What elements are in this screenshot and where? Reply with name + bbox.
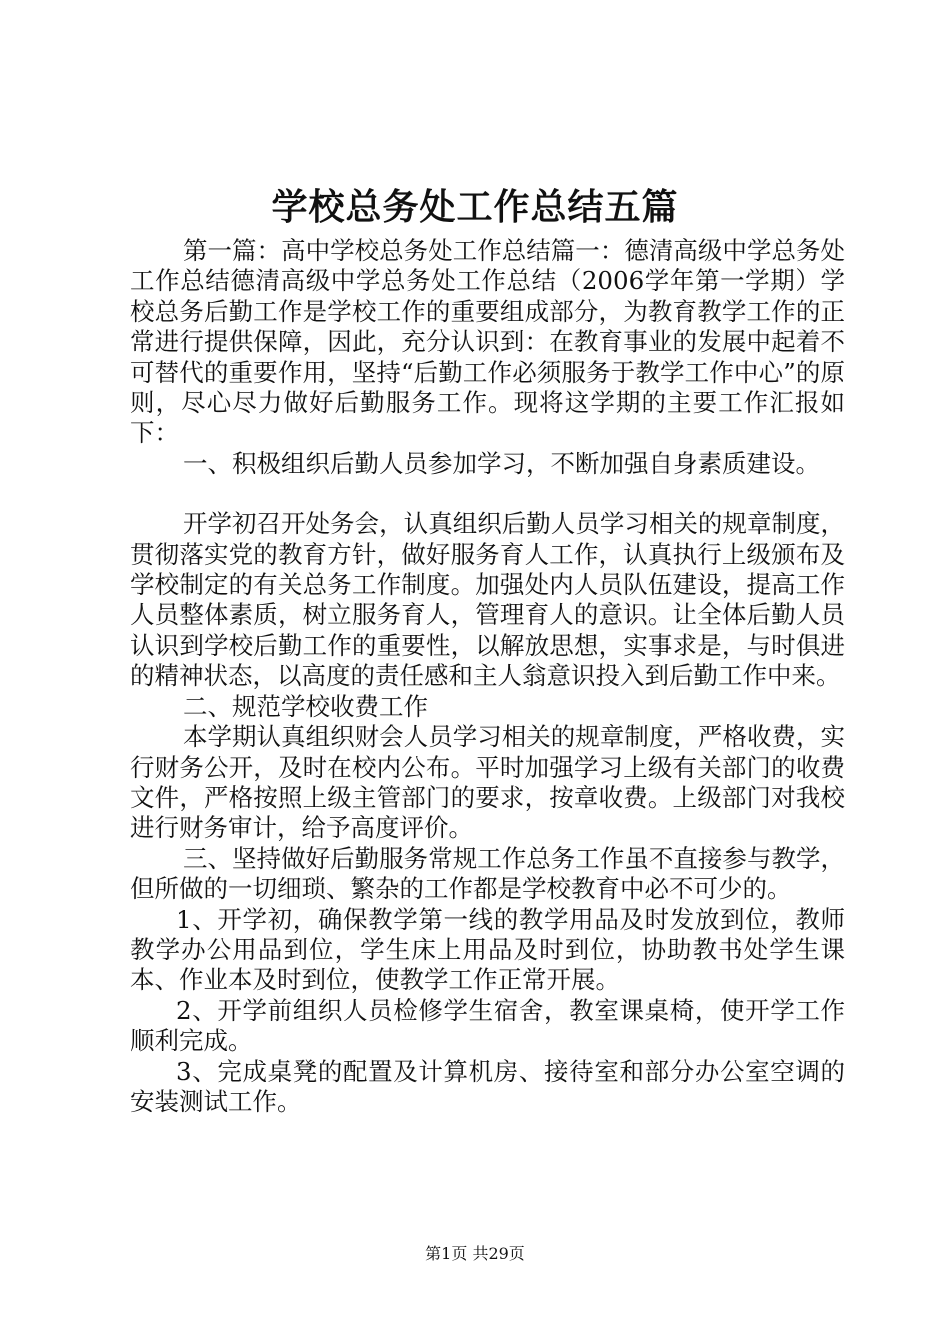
paragraph-spacer [130, 479, 845, 509]
list-item-1: 1、开学初，确保教学第一线的教学用品及时发放到位，教师教学办公用品到位，学生床上用品及时到位，协助教书处学生课本、作业本及时到位，使教学工作正常开展。 [130, 904, 845, 995]
paragraph-intro: 第一篇：高中学校总务处工作总结篇一：德清高级中学总务处工作总结德清高级中学总务处工作总结（2006学年第一学期）学校总务后勤工作是学校工作的重要组成部分，为教育教学工作的正常进行提供保障，因此，充分认识到：在教育事业的发展中起着不可替代的重要作用，坚持“后勤工作必须服务于教学工作中心”的原则，尽心尽力做好后勤服务工作。现将这学期的主要工作汇报如下： [130, 236, 845, 448]
section-heading-2: 二、规范学校收费工作 [183, 691, 428, 721]
document-body [130, 236, 845, 1117]
list-item-2: 2、开学前组织人员检修学生宿舍，教室课桌椅，使开学工作顺利完成。 [130, 995, 845, 1056]
paragraph-section-1: 开学初召开处务会，认真组织后勤人员学习相关的规章制度，贯彻落实党的教育方针，做好服务育人工作，认真执行上级颁布及学校制定的有关总务工作制度。加强处内人员队伍建设，提高工作人员整体素质，树立服务育人，管理育人的意识。让全体后勤人员认识到学校后勤工作的重要性，以解放思想，实事求是，与时俱进的精神状态，以高度的责任感和主人翁意识投入到后勤工作中来。 [130, 509, 845, 691]
document-title: 学校总务处工作总结五篇 [271, 186, 679, 228]
paragraph-section-2: 本学期认真组织财会人员学习相关的规章制度，严格收费，实行财务公开，及时在校内公布。平时加强学习上级有关部门的收费文件，严格按照上级主管部门的要求，按章收费。上级部门对我校进行财务审计，给予高度评价。 [130, 722, 845, 843]
section-heading-1: 一、积极组织后勤人员参加学习，不断加强自身素质建设。 [183, 448, 820, 478]
list-item-3: 3、完成桌凳的配置及计算机房、接待室和部分办公室空调的安装测试工作。 [130, 1056, 845, 1116]
page-number-footer: 第1页 共29页 [425, 1244, 525, 1263]
section-heading-3: 三、坚持做好后勤服务常规工作总务工作虽不直接参与教学，但所做的一切细琐、繁杂的工作都是学校教育中必不可少的。 [130, 843, 845, 904]
